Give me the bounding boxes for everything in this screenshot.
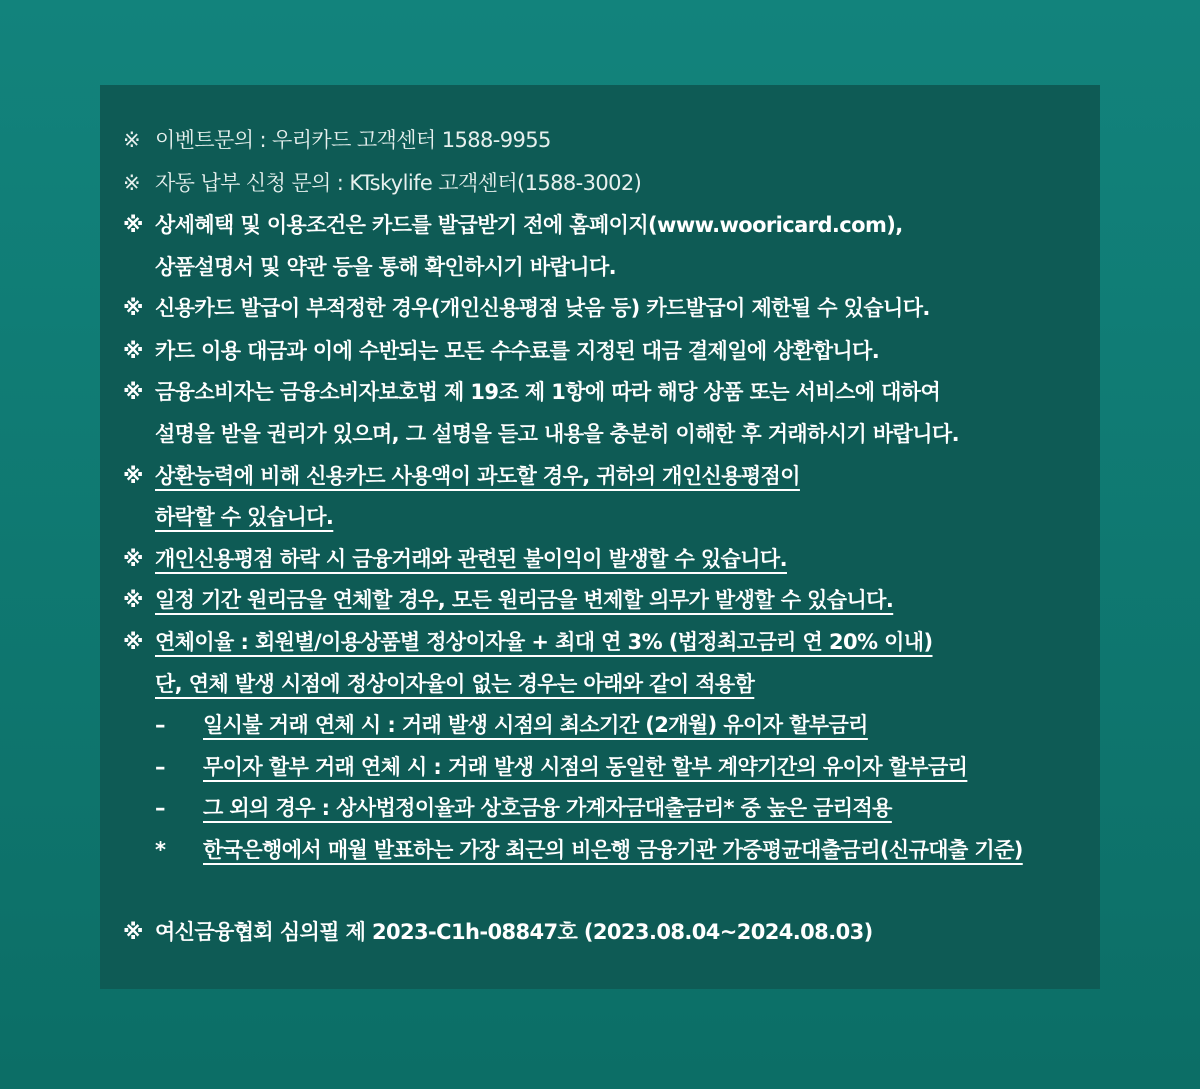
notice-text: 설명을 받을 권리가 있으며, 그 설명을 듣고 내용을 충분히 이해한 후 거래하시기 바랍니다. (155, 422, 959, 446)
notice-text: 금융소비자는 금융소비자보호법 제 19조 제 1항에 따라 해당 상품 또는 서비스에 대하여 (155, 380, 941, 404)
notice-text: 일정 기간 원리금을 연체할 경우, 모든 원리금을 변제할 의무가 발생할 수 있습니다. (155, 588, 894, 612)
notice-text: 무이자 할부 거래 연체 시 : 거래 발생 시점의 동일한 할부 계약기간의 유이자 할부금리 (203, 755, 968, 779)
notice-box (100, 85, 1100, 989)
notice-line-overdue-rate (123, 622, 933, 662)
reference-mark: ※ (123, 630, 143, 654)
notice-line-overdue-note (123, 664, 754, 704)
reference-mark: ※ (123, 588, 143, 612)
reference-mark: ※ (123, 128, 140, 152)
bullet-dash: – (155, 755, 165, 779)
notice-line-details-cont (123, 247, 616, 287)
reference-mark: ※ (123, 464, 143, 488)
notice-line-acceleration (123, 580, 893, 620)
notice-text: 상환능력에 비해 신용카드 사용액이 과도할 경우, 귀하의 개인신용평점이 (155, 464, 800, 488)
reference-mark: ※ (123, 547, 143, 571)
notice-text: 단, 연체 발생 시점에 정상이자율이 없는 경우는 아래와 같이 적용함 (155, 672, 755, 696)
notice-line-lump-sum (123, 705, 868, 745)
notice-line-overuse-cont (123, 497, 333, 537)
notice-text: 일시불 거래 연체 시 : 거래 발생 시점의 최소기간 (2개월) 유이자 할부금리 (203, 713, 868, 737)
notice-line-review-number (123, 912, 873, 952)
notice-line-credit-limit (123, 288, 930, 328)
bullet-dash: – (155, 796, 165, 820)
notice-line-consumer-cont (123, 414, 959, 454)
notice-text: 이벤트문의 : 우리카드 고객센터 1588-9955 (155, 128, 551, 152)
notice-line-footnote (123, 830, 1023, 870)
footnote-asterisk: * (155, 838, 166, 862)
notice-line-overuse (123, 456, 800, 496)
notice-text: 상세혜택 및 이용조건은 카드를 발급받기 전에 홈페이지(www.wooricard.com), (155, 213, 903, 237)
notice-text: 개인신용평점 하락 시 금융거래와 관련된 불이익이 발생할 수 있습니다. (155, 547, 787, 571)
notice-text: 하락할 수 있습니다. (155, 505, 334, 529)
notice-text: 연체이율 : 회원별/이용상품별 정상이자율 + 최대 연 3% (법정최고금리 연 20% 이내) (155, 630, 933, 654)
notice-text: 그 외의 경우 : 상사법정이율과 상호금융 가계자금대출금리* 중 높은 금리적용 (203, 796, 892, 820)
notice-line-interest-free (123, 747, 967, 787)
notice-text: 카드 이용 대금과 이에 수반되는 모든 수수료를 지정된 대금 결제일에 상환합니다. (155, 339, 880, 363)
notice-line-fees (123, 331, 879, 371)
notice-line-autopay-inquiry (123, 163, 641, 203)
notice-text: 자동 납부 신청 문의 : KTskylife 고객센터(1588-3002) (155, 171, 642, 195)
reference-mark: ※ (123, 171, 140, 195)
bullet-dash: – (155, 713, 165, 737)
reference-mark: ※ (123, 339, 143, 363)
notice-text: 한국은행에서 매월 발표하는 가장 최근의 비은행 금융기관 가중평균대출금리(신규대출 기준) (203, 838, 1023, 862)
notice-line-details (123, 205, 903, 245)
reference-mark: ※ (123, 920, 143, 944)
notice-text: 여신금융협회 심의필 제 2023-C1h-08847호 (2023.08.04~2024.08.03) (155, 920, 873, 944)
notice-line-score-drop (123, 539, 787, 579)
reference-mark: ※ (123, 296, 143, 320)
notice-line-event-inquiry (123, 120, 551, 160)
notice-line-consumer (123, 372, 940, 412)
notice-text: 상품설명서 및 약관 등을 통해 확인하시기 바랍니다. (155, 255, 617, 279)
notice-text: 신용카드 발급이 부적정한 경우(개인신용평점 낮음 등) 카드발급이 제한될 수 있습니다. (155, 296, 930, 320)
reference-mark: ※ (123, 213, 143, 237)
reference-mark: ※ (123, 380, 143, 404)
notice-line-other-cases (123, 788, 892, 828)
